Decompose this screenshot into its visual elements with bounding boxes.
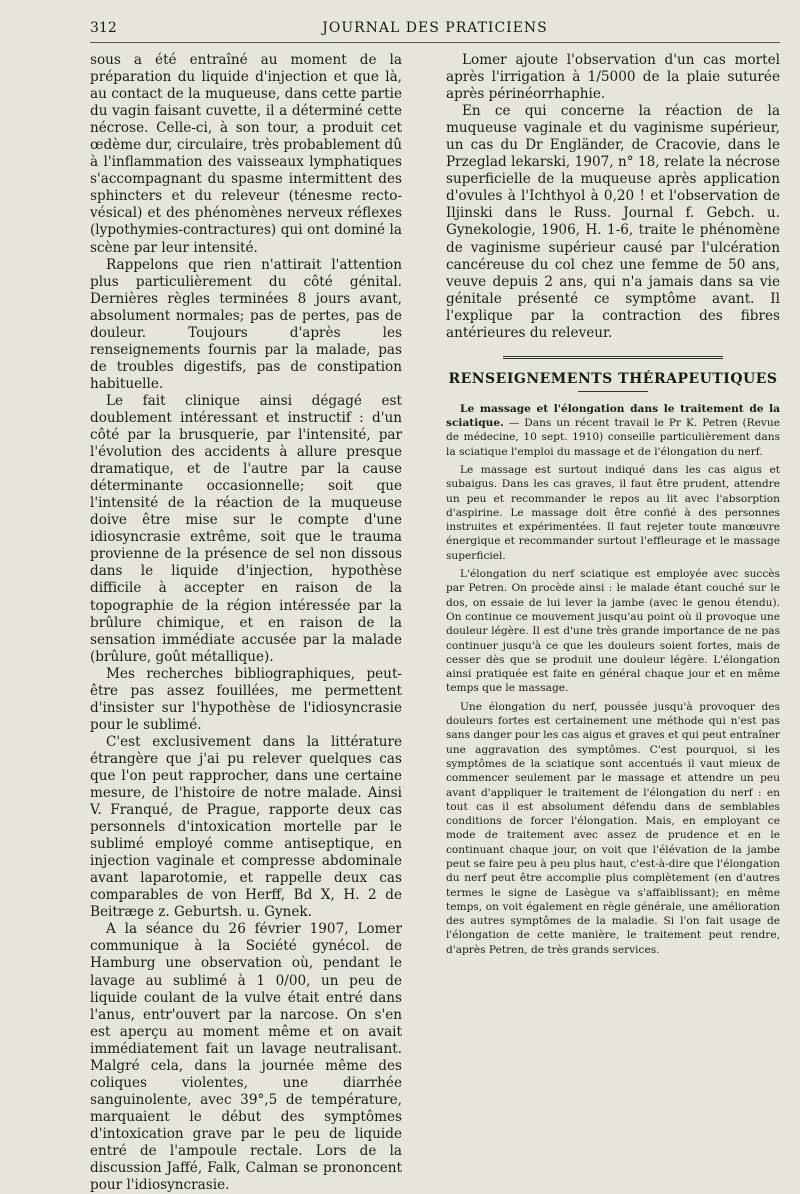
section-title: RENSEIGNEMENTS THÉRAPEUTIQUES [448,370,778,387]
left-paragraph-2: Rappelons que rien n'attirait l'attention plus particulièrement du côté génital. Dernières règles terminées 8 jours avant, absolument normales; pas de pertes, pas de douleur. Toujours d'après les renseignements fournis par la malade, pas de troubles digestifs, pas de constipation habituelle. [90,256,402,392]
therapeutic-paragraph-4: Une élongation du nerf, poussée jusqu'à provoquer des douleurs fortes est certainement une méthode qui n'est pas sans danger pour les cas aigus et graves et qui peut entraîner une aggravation des symptômes. C'est pourquoi, si les symptômes de la sciatique sont accentués il vaut mieux de commencer seulement par le massage et attendre un peu avant d'appliquer le traitement de l'élongation du nerf : en tout cas il est absolument défendu dans de semblables conditions de forcer l'élongation. Mais, en employant ce mode de traitement avec assez de prudence et en le continuant chaque jour, on voit que l'élévation de la jambe peut se faire peu à peu plus haut, c'est-à-dire que l'élongation du nerf peut être accomplie plus complètement (en d'autres termes le signe de Lasègue va s'affaiblissant); en même temps, on voit également en règle générale, une amélioration des autres symptômes de la maladie. Si l'on fait usage de l'élongation de cette manière, le traitement peut rendre, d'après Petren, de très grands services. [446,700,780,956]
section-rule-top [503,356,723,359]
page-number: 312 [90,20,117,36]
therapeutic-paragraph-3: L'élongation du nerf sciatique est employée avec succès par Petren. On procède ainsi : le malade étant couché sur le dos, on essaie de lui lever la jambe (avec le genou étendu). On continue ce mouvement jusqu'au point où il provoque une douleur légère. Il est d'une très grande importance de ne pas continuer jusqu'à ce que les douleurs soient fortes, mais de cesser dès que se produit une douleur légère. L'élongation ainsi pratiquée est faite en général chaque jour et en même temps que le massage. [446,568,780,695]
therapeutic-paragraph-1 [446,402,780,459]
left-paragraph-4: Mes recherches bibliographiques, peut-être pas assez fouillées, me permettent d'insister sur l'hypothèse de l'idiosyncrasie pour le sublimé. [90,665,402,733]
journal-title: JOURNAL DES PRATICIENS [322,20,548,36]
section-rule-bottom [578,391,648,392]
left-paragraph-3: Le fait clinique ainsi dégagé est doublement intéressant et instructif : d'un côté par la brusquerie, par l'intensité, par l'évolution des accidents à allure presque dramatique, et de l'autre par la cause déterminante occasionnelle; soit que l'intensité de la réaction de la muqueuse doive être mise sur le compte d'une idiosyncrasie extrême, soit que le trauma provienne de la présence de sel non dissous dans le liquide d'injection, hypothèse difficile à accepter en raison de la topographie de la région intéressée par la brûlure chimique, et en raison de la sensation immédiate accusée par la malade (brûlure, goût métallique). [90,392,402,665]
right-paragraph-1: Lomer ajoute l'observation d'un cas mortel après l'irrigation à 1/5000 de la plaie suturée après périnéorrhaphie. [446,52,780,103]
page-header [90,18,780,43]
therapeutic-paragraph-2: Le massage est surtout indiqué dans les cas aigus et subaigus. Dans les cas graves, il faut être prudent, attendre un peu et recommander le repos au lit avec l'absorption d'aspirine. Le massage doit être confié à des personnes instruites et expérimentées. Il faut rejeter toute manœuvre énergique et recommander surtout l'effleurage et le massage superficiel. [446,463,780,562]
left-paragraph-1: sous a été entraîné au moment de la préparation du liquide d'injection et que là, au contact de la muqueuse, dans cette partie du vagin faisant cuvette, il a déterminé cette nécrose. Celle-ci, à son tour, a produit cet œdème dur, circulaire, très probablement dû à l'inflammation des vaisseaux lymphatiques s'accompagnant du spasme intermittent des sphincters et du releveur (ténesme recto-vésical) et des phénomènes nerveux réflexes (lypothymies-contractures) qui ont dominé la scène par leur intensité. [90,52,402,256]
left-paragraph-5: C'est exclusivement dans la littérature étrangère que j'ai pu relever quelques cas que l'on peut rapprocher, dans une certaine mesure, de l'histoire de notre malade. Ainsi V. Franqué, de Prague, rapporte deux cas personnels d'intoxication mortelle par le sublimé employé comme antiseptique, en injection vaginale et compresse abdominale avant laparotomie, et rappelle deux cas comparables de von Herff, Bd X, H. 2 de Beitræge z. Geburtsh. u. Gynek. [90,733,402,921]
therapeutic-paragraph-1-text: — Dans un récent travail le Pr K. Petren (Revue de médecine, 10 sept. 1910) conseille particulièrement dans la sciatique l'emploi du massage et de l'élongation du nerf. [446,417,780,458]
therapeutic-subheading: Le massage et l'élongation dans le traitement de la sciatique. [446,402,780,430]
right-column [446,52,780,957]
left-column [90,52,402,1194]
right-paragraph-2: En ce qui concerne la réaction de la muqueuse vaginale et du vaginisme supérieur, un cas du Dr Engländer, de Cracovie, dans le Przeglad lekarski, 1907, n° 18, relate la nécrose superficielle de la muqueuse après application d'ovules à l'Ichthyol à 0,20 ! et l'observation de Iljinski dans le Russ. Journal f. Gebch. u. Gynekologie, 1906, H. 1-6, traite le phénomène de vaginisme supérieur causé par l'ulcération cancéreuse du col chez une femme de 50 ans, veuve depuis 2 ans, qui n'a jamais dans sa vie génitale présenté ce symptôme avant. Il l'explique par la contraction des fibres antérieures du releveur. [446,103,780,341]
left-paragraph-6: A la séance du 26 février 1907, Lomer communique à la Société gynécol. de Hamburg une observation où, pendant le lavage au sublimé à 1 0/00, un peu de liquide coulant de la vulve était entré dans l'anus, entr'ouvert par la narcose. On s'en est aperçu au moment même et on avait immédiatement fait un lavage neutralisant. Malgré cela, dans la journée même des coliques violentes, une diarrhée sanguinolente, avec 39°,5 de température, marquaient le début des symptômes d'intoxication grave par le peu de liquide entré de l'ampoule rectale. Lors de la discussion Jaffé, Falk, Calman se prononcent pour l'idiosyncrasie. [90,921,402,1194]
